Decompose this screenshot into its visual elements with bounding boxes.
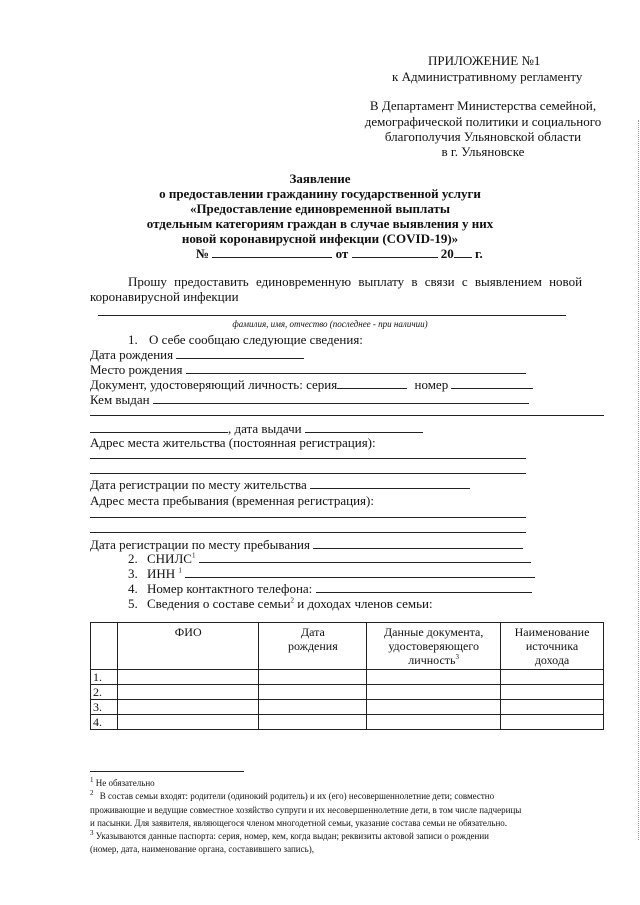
table-cell[interactable] [259,685,367,700]
addressee-line-3: благополучия Ульяновской области [384,129,582,144]
snils-footnote-ref: 1 [191,551,196,560]
request-text-line-2: коронавирусной инфекции [90,289,239,304]
footnote-1-text: Не обязательно [95,778,155,788]
col-fio-label: ФИО [174,625,202,639]
table-cell[interactable] [501,700,604,715]
residence-date-row [90,477,470,492]
col-source-label-2: источника [525,639,579,653]
table-cell[interactable] [117,685,259,700]
stay-date-label: Дата регистрации по месту пребывания [90,537,310,552]
number-label: № [196,246,210,261]
stay-date-field[interactable] [313,537,523,549]
year-suffix: г. [475,246,483,261]
table-cell[interactable] [117,670,259,685]
inn-row [128,566,535,581]
table-cell[interactable] [367,670,501,685]
year-label: 20 [440,246,454,261]
id-document-row [90,377,533,392]
application-number-row [196,246,483,261]
applicant-name-field[interactable] [98,315,566,316]
date-field[interactable] [352,246,438,258]
annex-title: ПРИЛОЖЕНИЕ №1 [428,53,541,68]
col-doc-footnote-ref: 3 [455,653,459,661]
id-number-label: номер [414,377,449,392]
table-cell[interactable] [501,670,604,685]
birth-date-row [90,347,304,362]
birth-date-label: Дата рождения [90,347,174,362]
applicant-name-caption: фамилия, имя, отчество (последнее - при наличии) [232,319,428,329]
col-birth-label-2: рождения [287,639,338,653]
table-cell[interactable] [259,715,367,730]
row-number: 3. [91,700,118,715]
family-table-header [91,623,604,670]
issued-by-field-line-3[interactable] [90,421,228,433]
row-number: 1. [91,670,118,685]
footnote-2-line-2: проживающие и ведущие совместное хозяйство супруги и их несовершеннолетние дети, в том числе падчерицы [90,805,522,815]
footnote-2-mark: 2 [90,789,94,797]
table-cell[interactable] [501,685,604,700]
footnote-1 [90,778,155,789]
col-doc-label-3: личность [408,653,456,667]
col-fio-header [117,623,259,670]
issued-by-row [90,392,529,407]
col-birth-header [259,623,367,670]
section-1-number: 1. [128,332,138,347]
footnote-3-mark: 3 [90,829,94,837]
snils-field[interactable] [199,551,531,563]
table-cell[interactable] [117,700,259,715]
stay-address-label: Адрес места пребывания (временная регистрация): [90,493,374,508]
phone-label: Номер контактного телефона: [147,581,313,596]
col-source-label-1: Наименование [514,625,590,639]
issued-by-field[interactable] [153,392,529,404]
residence-date-label: Дата регистрации по месту жительства [90,477,307,492]
id-number-field[interactable] [451,377,533,389]
phone-number: 4. [128,581,138,596]
scan-edge [637,120,639,840]
snils-number: 2. [128,551,138,566]
col-birth-label-1: Дата [300,625,325,639]
family-footnote-ref: 2 [290,596,294,605]
year-field[interactable] [454,246,472,258]
col-doc-label-3-wrap [369,653,498,667]
addressee-line-1: В Департамент Министерства семейной, [369,98,597,113]
footnote-2-line-1: В состав семьи входят: родители (одинокий родитель) и их (его) несовершеннолетние дети; совместно [99,791,495,801]
table-cell-blank [91,623,118,670]
birth-date-field[interactable] [176,347,304,359]
issued-by-label: Кем выдан [90,392,150,407]
table-cell[interactable] [117,715,259,730]
inn-number: 3. [128,566,138,581]
family-label: Сведения о составе семьи [147,596,291,611]
row-number: 4. [91,715,118,730]
number-field[interactable] [212,246,332,258]
family-table [90,622,604,730]
doc-title-line-4: отдельным категориям граждан в случае выявления у них [146,216,494,231]
col-doc-label-1: Данные документа, [383,625,484,639]
id-series-field[interactable] [337,377,407,389]
col-doc-header [367,623,501,670]
section-1-title [128,332,363,347]
table-cell[interactable] [501,715,604,730]
doc-title-line-2: о предоставлении гражданину государственной услуги [159,186,481,201]
stay-address-field-1[interactable] [90,517,526,518]
col-source-header [501,623,604,670]
snils-label: СНИЛС [147,551,192,566]
family-label-cont: и доходах членов семьи: [297,596,433,611]
family-number: 5. [128,596,138,611]
table-cell[interactable] [259,700,367,715]
footnote-3-line-2: (номер, дата, наименование органа, составившего запись), [90,844,314,854]
annex-subtitle: к Административному регламенту [392,69,583,84]
inn-footnote-ref: 1 [178,566,182,575]
footnote-2 [90,791,494,802]
section-1-title-text: О себе сообщаю следующие сведения: [149,332,363,347]
snils-row [128,551,531,566]
footnote-separator [90,771,244,772]
table-row [91,700,604,715]
issued-by-field-line-2[interactable] [90,415,604,416]
table-row [91,685,604,700]
inn-field[interactable] [185,566,535,578]
issue-date-row [90,421,423,436]
phone-row [128,581,532,596]
addressee-line-4: в г. Ульяновске [441,144,525,159]
table-cell[interactable] [367,715,501,730]
doc-title: Заявление [289,171,351,186]
col-source-label-3: дохода [534,653,570,667]
col-doc-label-2: удостоверяющего [388,639,479,653]
request-text-line-1: Прошу предоставить единовременную выплату в связи с выявлением новой [128,274,583,289]
phone-field[interactable] [316,581,532,593]
footnote-1-mark: 1 [90,776,94,784]
inn-label: ИНН [147,566,176,581]
issue-date-label: , дата выдачи [228,421,302,436]
footnote-3 [90,831,489,842]
row-number: 2. [91,685,118,700]
footnote-2-line-3: и пасынки. Для заявителя, являющегося членом многодетной семьи, указание состава семьи не обязательно. [90,818,508,828]
family-row [128,596,433,611]
id-series-label: Документ, удостоверяющий личность: серия [90,377,338,392]
residence-address-field-2[interactable] [90,473,526,474]
stay-date-row [90,537,523,552]
residence-date-field[interactable] [310,477,470,489]
table-cell[interactable] [259,670,367,685]
doc-title-line-3: «Предоставление единовременной выплаты [189,201,451,216]
addressee-line-2: демографической политики и социального [364,114,602,129]
residence-address-field-1[interactable] [90,458,526,459]
table-row [91,670,604,685]
birth-place-row [90,362,526,377]
birth-place-label: Место рождения [90,362,183,377]
footnote-3-line-1: Указываются данные паспорта: серия, номер, кем, когда выдан; реквизиты актовой записи о рождении [95,831,490,841]
birth-place-field[interactable] [186,362,526,374]
residence-address-label: Адрес места жительства (постоянная регистрация): [90,435,376,450]
table-row [91,715,604,730]
doc-title-line-5: новой коронавирусной инфекции (COVID-19)» [181,231,459,246]
issue-date-field[interactable] [305,421,423,433]
stay-address-field-2[interactable] [90,532,526,533]
table-cell[interactable] [367,700,501,715]
date-from-label: от [335,246,349,261]
table-cell[interactable] [367,685,501,700]
